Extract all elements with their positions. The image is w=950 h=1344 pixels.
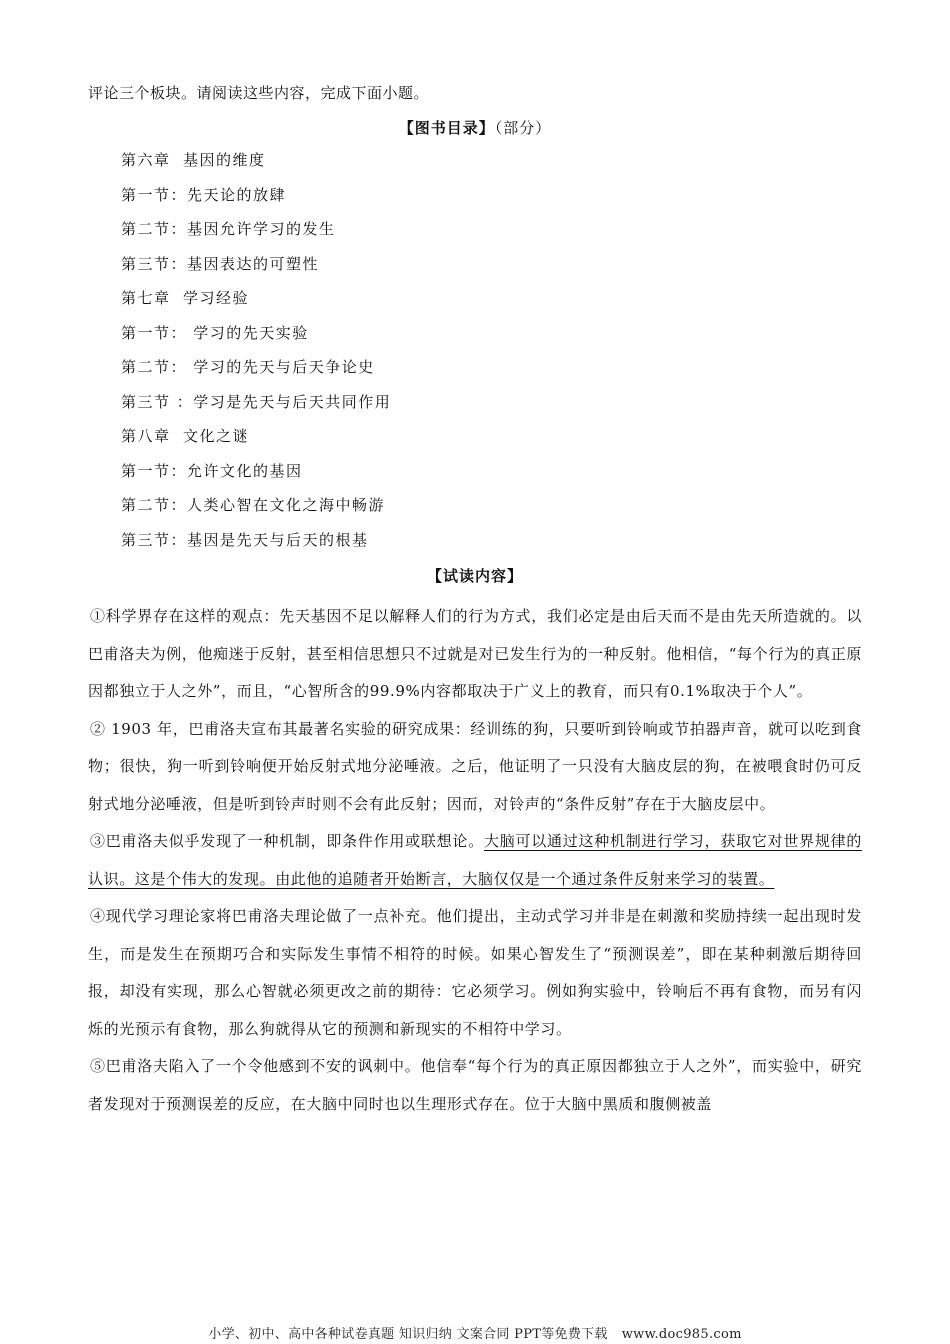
paragraph-5: ⑤巴甫洛夫陷入了一个令他感到不安的讽刺中。他信奉“每个行为的真正原因都独立于人之外”，而实验中，研究者发现对于预测误差的反应，在大脑中同时也以生理形式存在。位于大脑中黑质和腹侧被盖 xyxy=(88,1057,862,1113)
reading-heading: 【试读内容】 xyxy=(426,567,523,585)
toc-item: 第一节： 学习的先天实验 xyxy=(121,323,309,342)
toc-item: 第一节：先天论的放肆 xyxy=(121,185,287,204)
toc-item: 第二节： 学习的先天与后天争论史 xyxy=(121,358,375,376)
intro-line: 评论三个板块。请阅读这些内容，完成下面小题。 xyxy=(88,84,430,102)
footer-text: 小学、初中、高中各种试卷真题 知识归纳 文案合同 PPT等免费下载 xyxy=(208,1327,608,1342)
reading-content xyxy=(88,598,862,1123)
toc-heading xyxy=(0,117,950,138)
paragraph-1: ①科学界存在这样的观点：先天基因不足以解释人们的行为方式，我们必定是由后天而不是由先天所造就的。以巴甫洛夫为例，他痴迷于反射，甚至相信思想只不过就是对已发生行为的一种反射。他相信，“每个行为的真正原因都独立于人之外”，而且，“心智所含的99.9%内容都取决于广义上的教育，而只有0.1%取决于个人”。 xyxy=(88,607,862,700)
toc-item: 第三节 ：学习是先天与后天共同作用 xyxy=(121,392,392,411)
paragraph-3-underlined: 大脑可以通过这种机制进行学习，获取它对世界规律的认识。这是个伟大的发现。由此他的追随者开始断言，大脑仅仅是一个通过条件反射来学习的装置。 xyxy=(88,832,862,888)
toc-item: 第一节：允许文化的基因 xyxy=(121,461,303,480)
paragraph-3 xyxy=(88,823,862,898)
paragraph-4: ④现代学习理论家将巴甫洛夫理论做了一点补充。他们提出，主动式学习并非是在刺激和奖励持续一起出现时发生，而是发生在预期巧合和实际发生事情不相符的时候。如果心智发生了“预测误差”，即在某种刺激后期待回报，却没有实现，那么心智就必须更改之前的期待：它必须学习。例如狗实验中，铃响后不再有食物，而另有闪烁的光预示有食物，那么狗就得从它的预测和新现实的不相符中学习。 xyxy=(88,907,862,1038)
toc-item: 第三节：基因表达的可塑性 xyxy=(121,254,320,273)
paragraph-3-plain: ③巴甫洛夫似乎发现了一种机制，即条件作用或联想论。 xyxy=(90,832,484,850)
paragraph-2: ② 1903 年，巴甫洛夫宣布其最著名实验的研究成果：经训练的狗，只要听到铃响或节拍器声音，就可以吃到食物；很快，狗一听到铃响便开始反射式地分泌唾液。之后，他证明了一只没有大脑皮层的狗，在被喂食时仍可反射式地分泌唾液，但是听到铃声时则不会有此反射；因而，对铃声的“条件反射”存在于大脑皮层中。 xyxy=(88,719,862,813)
toc-item: 第八章 文化之谜 xyxy=(121,427,250,445)
toc-item: 第三节：基因是先天与后天的根基 xyxy=(121,530,369,549)
page-footer xyxy=(0,1323,950,1342)
table-of-contents xyxy=(121,150,391,564)
toc-item: 第二节：人类心智在文化之海中畅游 xyxy=(121,496,386,514)
toc-item: 第七章 学习经验 xyxy=(121,289,250,307)
toc-title: 【图书目录】 xyxy=(398,119,495,137)
footer-site: www.doc985.com xyxy=(621,1327,742,1342)
toc-item: 第六章 基因的维度 xyxy=(121,151,266,169)
toc-item: 第二节：基因允许学习的发生 xyxy=(121,220,336,238)
toc-note: （部分） xyxy=(494,119,552,137)
